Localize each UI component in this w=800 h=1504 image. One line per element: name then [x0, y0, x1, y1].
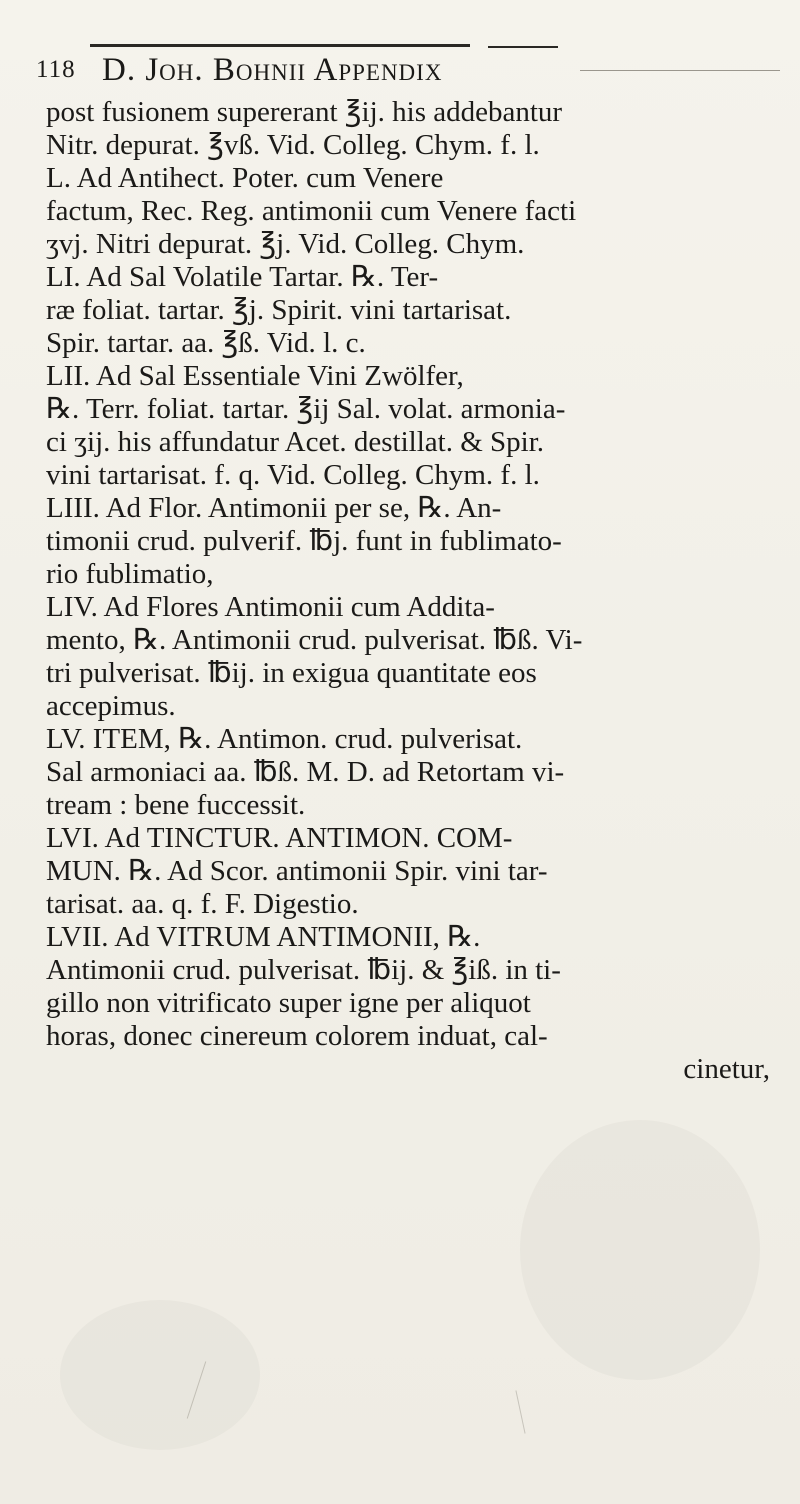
text-line: Spir. tartar. aa. ℥ß. Vid. l. c.: [46, 327, 366, 359]
text-line: ci ʒij. his affundatur Acet. destillat. & Spir.: [46, 426, 545, 458]
text-line: rio fublimatio,: [46, 558, 214, 590]
text-line: horas, donec cinereum colorem induat, cal-: [46, 1020, 548, 1052]
text-line: ℞. Terr. foliat. tartar. ℥ij Sal. volat. armonia-: [46, 393, 566, 425]
running-title: D. Joh. Bohnii Appendix: [102, 52, 443, 88]
text-line: L. Ad Antihect. Poter. cum Venere: [46, 162, 444, 194]
text-line: Antimonii crud. pulverisat. ℔ij. & ℥iß. in ti-: [46, 954, 561, 986]
running-header: [36, 52, 776, 96]
text-line: ʒvj. Nitri depurat. ℥j. Vid. Colleg. Chym.: [46, 228, 525, 260]
text-line: LVII. Ad VITRUM ANTIMONII, ℞.: [46, 921, 481, 953]
top-rule: [90, 44, 470, 47]
text-line: mento, ℞. Antimonii crud. pulverisat. ℔ß. Vi-: [46, 624, 583, 656]
text-line: LI. Ad Sal Volatile Tartar. ℞. Ter-: [46, 261, 439, 293]
text-line: LV. ITEM, ℞. Antimon. crud. pulverisat.: [46, 723, 523, 755]
text-line: factum, Rec. Reg. antimonii cum Venere facti: [46, 195, 577, 227]
paper-stain: [60, 1300, 260, 1450]
text-line: post fusionem supererant ℥ij. his addebantur: [46, 96, 563, 128]
text-line: Sal armoniaci aa. ℔ß. M. D. ad Retortam vi-: [46, 756, 565, 788]
text-line: LII. Ad Sal Essentiale Vini Zwölfer,: [46, 360, 464, 392]
page-number: 118: [36, 56, 76, 83]
paper-scratch: [515, 1390, 525, 1433]
text-line: gillo non vitrificato super igne per aliquot: [46, 987, 531, 1019]
text-line: MUN. ℞. Ad Scor. antimonii Spir. vini tar-: [46, 855, 548, 887]
text-line: LVI. Ad TINCTUR. ANTIMON. COM-: [46, 822, 513, 854]
text-line: tri pulverisat. ℔ij. in exigua quantitate eos: [46, 657, 537, 689]
text-line: tarisat. aa. q. f. F. Digestio.: [46, 888, 359, 920]
paper-stain: [520, 1120, 760, 1380]
text-line: LIII. Ad Flor. Antimonii per se, ℞. An-: [46, 492, 502, 524]
body-text: [46, 96, 776, 1086]
catchword-line: cinetur,: [683, 1053, 770, 1085]
text-line: tream : bene fuccessit.: [46, 789, 306, 821]
text-line: vini tartarisat. f. q. Vid. Colleg. Chym. f. l.: [46, 459, 540, 491]
text-line: timonii crud. pulverif. ℔j. funt in fublimato-: [46, 525, 562, 557]
text-line: Nitr. depurat. ℥vß. Vid. Colleg. Chym. f. l.: [46, 129, 540, 161]
text-line: LIV. Ad Flores Antimonii cum Addita-: [46, 591, 495, 623]
text-line: ræ foliat. tartar. ℥j. Spirit. vini tartarisat.: [46, 294, 512, 326]
top-rule: [488, 46, 558, 48]
text-line: accepimus.: [46, 690, 176, 722]
